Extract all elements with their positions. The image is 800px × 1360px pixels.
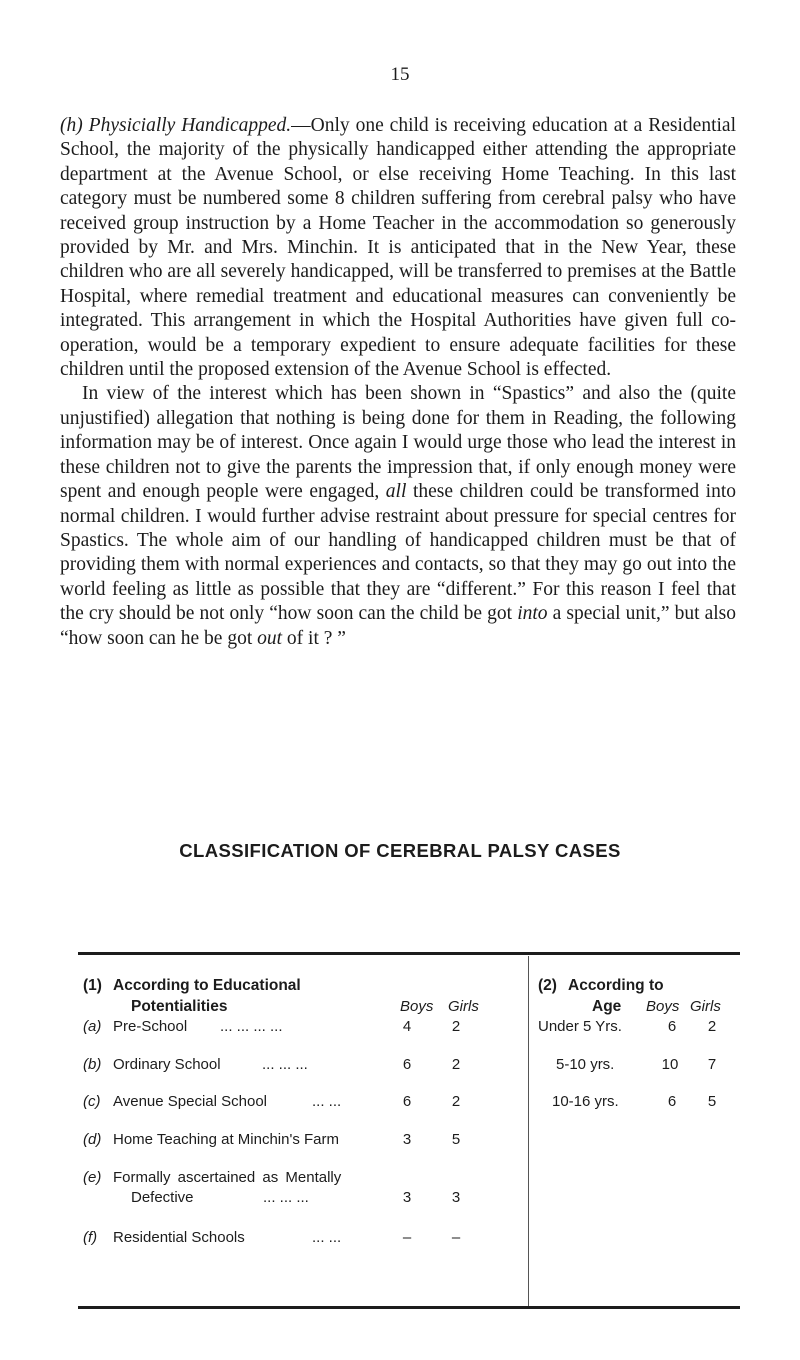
row-label: (a) — [83, 1018, 102, 1035]
paragraph-text: a special unit,” but also “how soon can he be got — [60, 603, 736, 649]
row-name-continued: Defective — [131, 1189, 194, 1206]
left-col-boys: Boys — [400, 998, 434, 1015]
row-label: (e) — [83, 1169, 102, 1186]
right-heading-number: (2) — [538, 977, 557, 994]
row-label: (d) — [83, 1131, 102, 1148]
row-boys: 4 — [402, 1018, 412, 1035]
row-label: (c) — [83, 1093, 101, 1110]
row-girls: 2 — [451, 1018, 461, 1035]
row-label: (f) — [83, 1229, 98, 1246]
row-boys: 3 — [402, 1131, 412, 1148]
row-name: Formally ascertained as Mentally — [113, 1169, 342, 1186]
row-leader: ... ... ... ... — [220, 1018, 283, 1035]
paragraph-text: these children could be transformed into normal children. I would further advise restraint about pressure for special centres for Spastics. The whole aim of our handling of handicapped children must be that of providing them with normal experiences and contacts, so that they may go out into the world feeling as little as possible that they are “different.” For this reason I feel that the cry should be not only “how soon can the child be got — [60, 481, 736, 625]
age-row-boys: 6 — [667, 1093, 677, 1110]
age-row-girls: 2 — [707, 1018, 717, 1035]
row-label: (b) — [83, 1056, 102, 1073]
row-name: Pre-School — [113, 1018, 188, 1035]
age-row-label: 5-10 yrs. — [556, 1056, 615, 1073]
age-row-boys: 6 — [667, 1018, 677, 1035]
row-boys: 6 — [402, 1093, 412, 1110]
age-row-girls: 7 — [707, 1056, 717, 1073]
section-label: (h) — [60, 115, 83, 136]
row-name: Residential Schools — [113, 1229, 245, 1246]
left-heading-number: (1) — [83, 977, 102, 994]
right-col-girls: Girls — [690, 998, 721, 1015]
row-name: Avenue Special School — [113, 1093, 267, 1110]
row-girls: 2 — [451, 1056, 461, 1073]
left-heading-line1: According to Educational — [113, 977, 301, 994]
table-title: CLASSIFICATION OF CEREBRAL PALSY CASES — [179, 840, 621, 861]
emphasis-out: out — [257, 627, 283, 649]
row-name: Ordinary School — [113, 1056, 221, 1073]
right-col-boys: Boys — [646, 998, 680, 1015]
row-leader: ... ... — [312, 1093, 342, 1110]
paragraph-text: In view of the interest which has been shown in “Spastics” and also the (quite unjustified) allegation that nothing is being done for them in Reading, the following information may be of interest. Once again I would urge those who lead the interest in these children not to give the parents the impression that, if only enough money were spent and enough people were engaged, — [60, 383, 736, 503]
age-row-boys: 10 — [661, 1056, 679, 1073]
left-col-girls: Girls — [448, 998, 479, 1015]
section-title: Physicially Handicapped. — [88, 115, 292, 136]
row-boys: 3 — [402, 1189, 412, 1206]
page-number: 15 — [390, 64, 410, 85]
row-leader: ... ... ... — [263, 1189, 309, 1206]
row-leader: ... ... — [312, 1229, 342, 1246]
row-boys: 6 — [402, 1056, 412, 1073]
row-girls: – — [451, 1229, 461, 1246]
emphasis-into: into — [517, 603, 548, 625]
paragraph-text: —Only one child is receiving education at a Residential School, the majority of the physically handicapped either attending the appropriate department at the Avenue School, or else receiving Home Teaching. In this last category must be numbered some 8 children suffering from cerebral palsy who have received group instruction by a Home Teacher in the accommodation so generously provided by Mr. and Mrs. Minchin. It is anticipated that in the New Year, these children who are all severely handicapped, will be transferred to premises at the Battle Hospital, where remedial treatment and educational measures can conveniently be integrated. This arrangement in which the Hospital Authorities have given full co-operation, would be a temporary expedient to ensure adequate facilities for these children until the proposed extension of the Avenue School is effected. — [60, 115, 736, 381]
paragraph-text: of it ? ” — [286, 627, 346, 649]
row-girls: 3 — [451, 1189, 461, 1206]
right-heading-line2: Age — [592, 998, 622, 1015]
row-boys: – — [402, 1229, 412, 1246]
right-heading-line1: According to — [568, 977, 664, 994]
age-row-label: 10-16 yrs. — [552, 1093, 619, 1110]
row-girls: 5 — [451, 1131, 461, 1148]
emphasis-all: all — [385, 481, 407, 503]
age-row-label: Under 5 Yrs. — [538, 1018, 622, 1035]
age-row-girls: 5 — [707, 1093, 717, 1110]
row-girls: 2 — [451, 1093, 461, 1110]
left-heading-line2: Potentialities — [131, 998, 228, 1015]
row-name: Home Teaching at Minchin's Farm — [113, 1131, 340, 1148]
row-leader: ... ... ... — [262, 1056, 308, 1073]
